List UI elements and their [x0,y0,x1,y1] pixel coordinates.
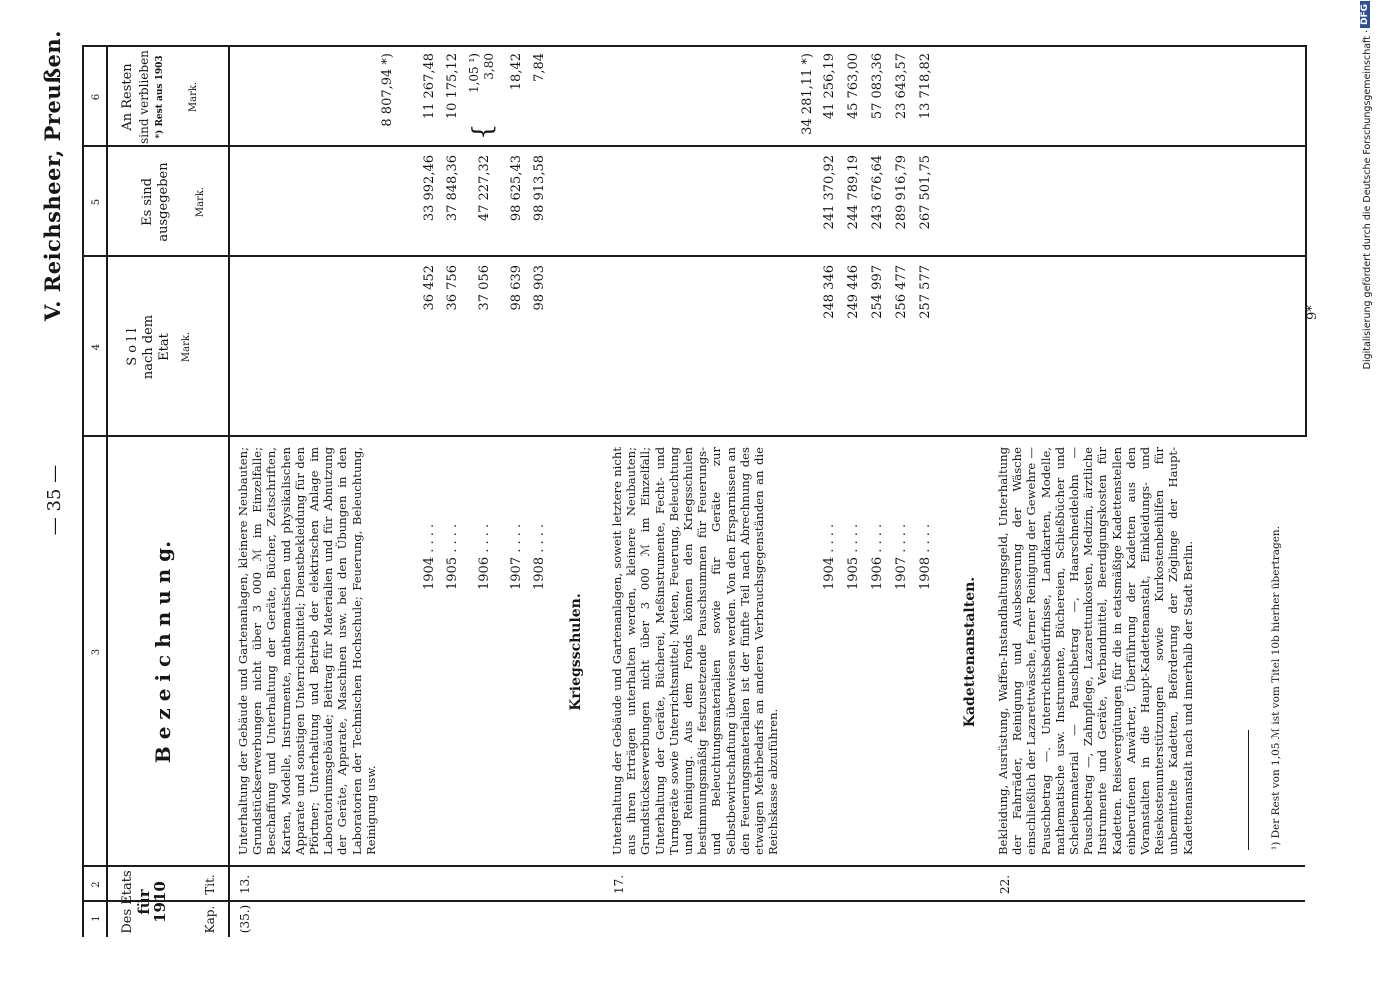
colnum-5: 5 [91,198,102,206]
header-ausgegeben [140,147,209,257]
section-heading: Kadettenanstalten. [962,576,978,728]
entry-description: Unterhaltung der Gebäude und Gartenanlagen, kleinere Neubauten; Grundstückserwerbungen nicht über 3 000 ℳ im Einzelfalle; Beschaffung und Unterhaltung der Geräte, Bücher, Zeitschriften, Karten, Modelle, Instrumente, mathematischen und physikalischen Apparate und sonstigen Unterrichtsmittel; Dienstbekleidung für den Pförtner; Unterhaltung und Betrieb der elektrischen Anlage im Laboratoriumsgebäude; Beitrag für Materialien und für Abnutzung der Geräte, Apparate, Maschinen usw. bei den Übungen in den Laboratorien der Technischen Hochschule; Feuerung, Beleuchtung, Reinigung usw. [236,447,378,855]
soll-value: 37 056 [477,265,492,311]
soll-value: 36 452 [422,265,437,311]
entry-tit: 13. [238,874,252,895]
header-soll-line3: Etat [157,333,172,361]
rest-value: 11 267,48 [422,53,437,120]
dfg-note: Digitalisierung gefördert durch die Deutsche Forschungsgemeinschaft · [1362,30,1373,370]
col-rule-4 [82,255,1305,257]
soll-value: 254 997 [870,265,885,319]
footnote: ¹) Der Rest von 1,05 ℳ ist vom Titel 10b hierher übertragen. [1270,525,1282,850]
header-rest-line2: sind verblieben [137,50,151,144]
rest-value: 23 643,57 [894,53,909,120]
soll-value: 249 446 [846,265,861,319]
entry-kap: (35.) [238,904,252,934]
entry-description: Bekleidung, Ausrüstung, Waffen-Instandhaltungsgeld, Unterhaltung der Fahrräder, Reinigung und Ausbesserung der Wäsche einschließlich der Lazarettwäsche, ferner Reinigung der Gewehre — Pauschbetrag —. Unterrichtsbedürfnisse, Landkarten, Modelle, mathematische usw. Instrumente, Büchereien, Schießbücher und Scheibenmaterial — Pauschbetrag —, Haarschneidelohn — Pauschbetrag —, Zahnpflege, Lazarettunkosten, Medizin, ärztliche Instrumente und Geräte, Verbandmittel, Beerdigungskosten für Kadetten. Reisevergütungen für die in etatsmäßige Kadettenstellen einberufenen Anwärter, Überführung der Kadetten aus den Voranstalten in die Haupt-Kadettenanstalt, Einkleidungs- und Reisekostenunterstützungen sowie Kurkostenbeihilfen für unbemittelte Kadetten, Beförderung der Zöglinge der Haupt-Kadettenanstalt nach und innerhalb der Stadt Berlin. [996,447,1195,855]
colnum-6: 6 [91,93,102,101]
year-label: 1905 . . . . [846,523,861,590]
header-tit: Tit. [203,874,217,895]
page-number: — 35 — [44,464,65,536]
rest-value: 41 256,19 [822,53,837,120]
ausgegeben-value: 37 848,36 [445,155,460,222]
header-ausg-unit: Mark. [195,186,206,218]
soll-value: 98 903 [532,265,547,311]
header-etats-top: Des Etats [120,870,135,934]
header-soll-line2: nach dem [141,314,156,380]
year-label: 1904 . . . . [822,523,837,590]
header-kap: Kap. [203,905,217,934]
col-rule-5 [82,145,1305,147]
header-bottom-rule [228,45,230,937]
entry-tit: 22. [998,874,1012,895]
header-rest-line1: An Resten [120,63,135,131]
header-etats-year: für 1910 [135,881,169,923]
running-title: V. Reichsheer, Preußen. [40,30,65,321]
year-label: 1906 . . . . [477,523,492,590]
soll-value: 248 346 [822,265,837,319]
header-reste [120,47,202,147]
year-label: 1904 . . . . [422,523,437,590]
year-label: 1905 . . . . [445,523,460,590]
header-soll-unit: Mark. [181,331,192,363]
colnum-4: 4 [91,343,102,351]
colnum-rule [106,45,108,937]
brace-icon: { [468,123,498,140]
rest-value-b: 3,80 [482,53,496,80]
table-bottom-rule [1305,45,1307,437]
year-label: 1907 . . . . [509,523,524,590]
ausgegeben-value: 98 625,43 [509,155,524,222]
ausgegeben-value: 289 916,79 [894,155,909,230]
rest-carry-over: 8 807,94 *) [380,53,395,127]
rest-value: 10 175,12 [445,53,460,120]
entry-description: Unterhaltung der Gebäude und Gartenanlagen, soweit letztere nicht aus ihren Erträgen unterhalten werden, kleinere Neubauten; Grundstückserwerbungen nicht über 3 000 ℳ im Einzelfall; Unterhaltung der Geräte, Bücherei, Meßinstrumente, Fecht- und Turngeräte sowie Unterrichtsmittel; Mieten, Feuerung, Beleuchtung und Reinigung. Aus dem Fonds können den Kriegsschulen bestimmungsmäßig festzusetzende Pauschsummen für Feuerungs- und Beleuchtungsmaterialien sowie für Geräte zur Selbstbewirtschaftung überwiesen werden. Von den Ersparnissen an den Feuerungsmaterialien ist der fünfte Teil nach Abrechnung des etwaigen Mehrbedarfs an anderen Verbrauchsgegenständen an die Reichskasse abzuführen. [610,447,781,855]
ausgegeben-value: 33 992,46 [422,155,437,222]
col-rule-1 [82,900,1305,902]
ausgegeben-value: 98 913,58 [532,155,547,222]
header-etats [120,867,168,937]
signature-mark: 9* [1305,305,1320,320]
table-top-rule [82,45,84,937]
year-label: 1907 . . . . [894,523,909,590]
col-rule-2 [82,865,1305,867]
rest-value: 1,05 ¹) [467,53,481,94]
col-rule-6 [82,45,1305,47]
rest-value: 7,84 [532,53,547,82]
header-ausg-line2: ausgegeben [156,162,171,242]
ausgegeben-value: 47 227,32 [477,155,492,222]
year-label: 1908 . . . . [918,523,933,590]
rest-value: 18,42 [509,53,524,91]
year-label: 1908 . . . . [532,523,547,590]
header-soll-line1: S o l l [125,328,140,366]
soll-value: 36 756 [445,265,460,311]
soll-value: 256 477 [894,265,909,319]
rest-value: 57 083,36 [870,53,885,120]
header-rest-note: *) Rest aus 1903 [155,55,165,139]
footnote-rule [1248,730,1249,850]
rest-value: 45 763,00 [846,53,861,120]
section-heading: Kriegsschulen. [568,593,584,711]
header-rest-unit: Mark. [188,81,199,113]
rest-value: 13 718,82 [918,53,933,120]
soll-value: 257 577 [918,265,933,319]
col-rule-3 [82,435,1305,437]
entry-tit: 17. [612,874,626,895]
ausgegeben-value: 267 501,75 [918,155,933,230]
colnum-2: 2 [91,881,102,888]
dfg-logo: DFG [1360,1,1370,28]
year-label: 1906 . . . . [870,523,885,590]
rest-carry-over: 34 281,11 *) [800,53,815,135]
header-ausg-line1: Es sind [140,178,155,226]
header-soll [125,257,195,437]
ausgegeben-value: 244 789,19 [846,155,861,230]
soll-value: 98 639 [509,265,524,311]
colnum-1: 1 [91,915,102,922]
ausgegeben-value: 241 370,92 [822,155,837,230]
ausgegeben-value: 243 676,64 [870,155,885,230]
header-bezeichnung: B e z e i c h n u n g. [151,540,175,764]
colnum-3: 3 [91,648,102,656]
